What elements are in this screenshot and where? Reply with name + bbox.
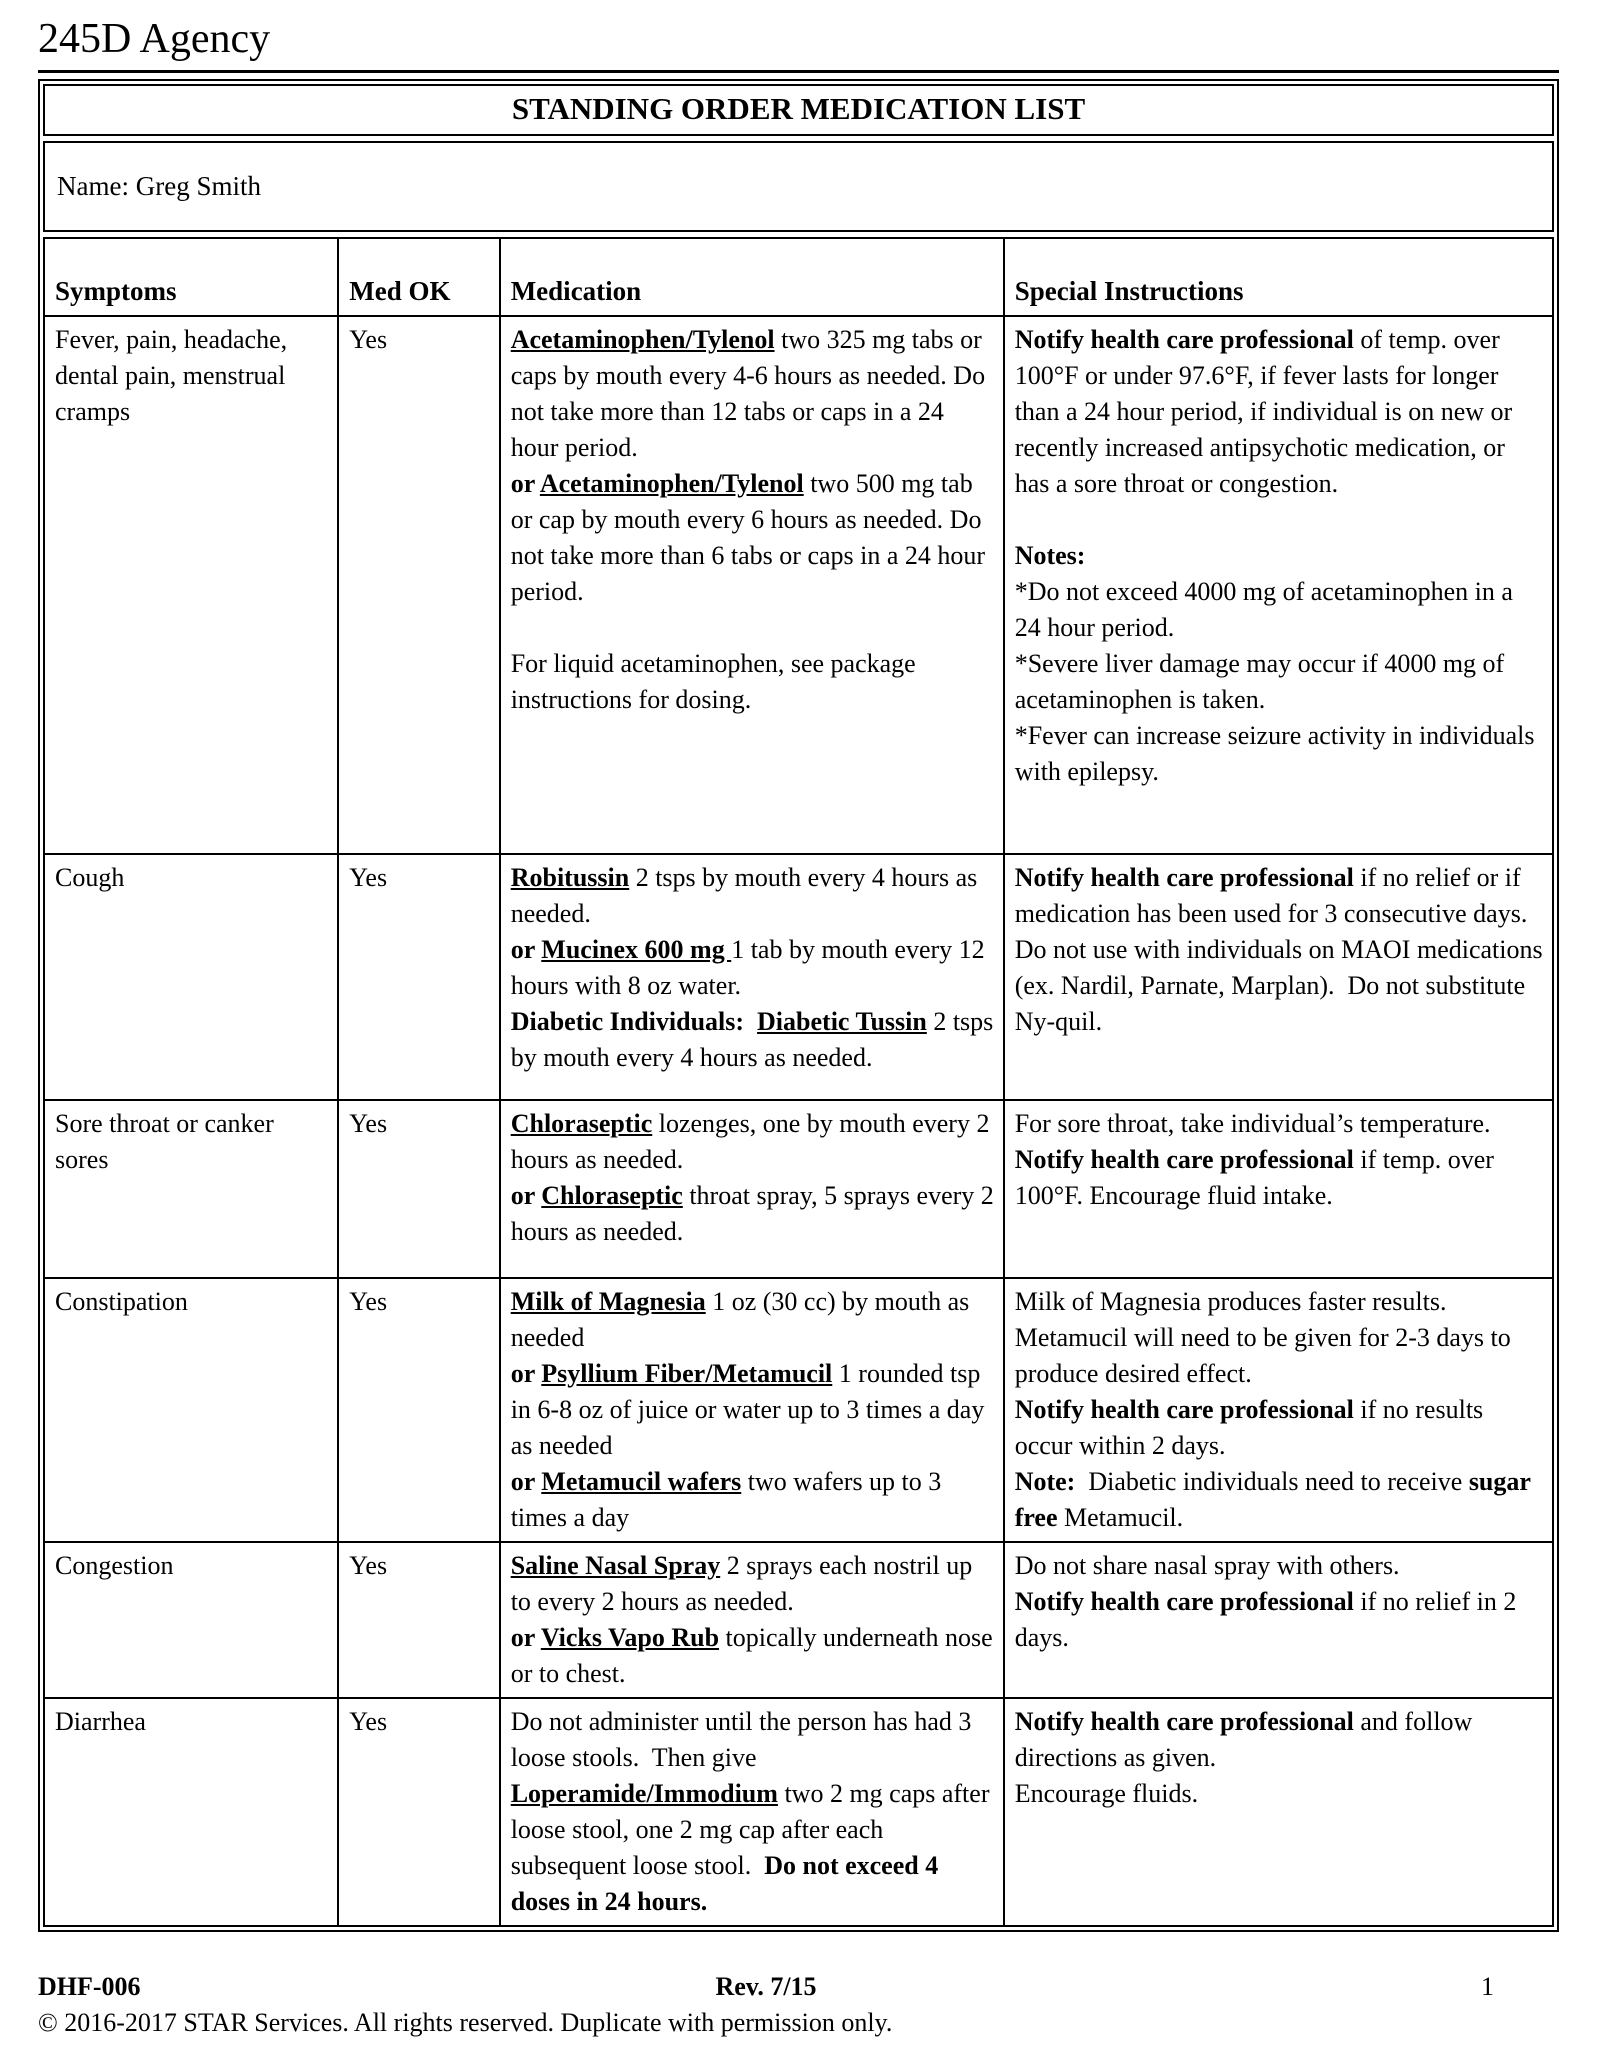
medication-cell: Saline Nasal Spray 2 sprays each nostril up to every 2 hours as needed. or Vicks Vapo Rub topically underneath nose or to chest. (500, 1542, 1004, 1698)
special-instructions-cell: Notify health care professional of temp. over 100°F or under 97.6°F, if fever lasts for longer than a 24 hour period, if individual is on new or recently increased antipsychotic medication, or has a sore throat or congestion. Notes: *Do not exceed 4000 mg of acetaminophen in a 24 hour period. *Severe liver damage may occur if 4000 mg of acetaminophen is taken. *Fever can increase seizure activity in individuals with epilepsy. (1004, 316, 1553, 854)
symptoms-cell: Sore throat or canker sores (44, 1100, 338, 1278)
document-title: STANDING ORDER MEDICATION LIST (43, 84, 1554, 136)
revision-label: Rev. 7/15 (715, 1972, 817, 2001)
special-instructions-cell: Milk of Magnesia produces faster results. Metamucil will need to be given for 2-3 days to produce desired effect. Notify health care professional if no results occur within 2 days. Note: Diabetic individuals need to receive sugar free Metamucil. (1004, 1278, 1553, 1542)
medication-cell: Do not administer until the person has had 3 loose stools. Then give Loperamide/Immodium two 2 mg caps after loose stool, one 2 mg cap after each subsequent loose stool. Do not exceed 4 doses in 24 hours. (500, 1698, 1004, 1926)
medication-table (43, 237, 1554, 1927)
symptoms-cell: Congestion (44, 1542, 338, 1698)
table-row-diarrhea (44, 1698, 1553, 1926)
med-ok-cell: Yes (338, 854, 499, 1100)
form-id: DHF-006 (38, 1972, 141, 2001)
table-row-constipation (44, 1278, 1553, 1542)
special-instructions-cell: For sore throat, take individual’s temperature. Notify health care professional if temp. over 100°F. Encourage fluid intake. (1004, 1100, 1553, 1278)
page-footer (38, 1972, 1559, 2038)
patient-name-line: Name: Greg Smith (43, 141, 1554, 232)
table-row-cough (44, 854, 1553, 1100)
medication-cell: Milk of Magnesia 1 oz (30 cc) by mouth as needed or Psyllium Fiber/Metamucil 1 rounded tsp in 6-8 oz of juice or water up to 3 times a day as needed or Metamucil wafers two wafers up to 3 times a day (500, 1278, 1004, 1542)
med-ok-cell: Yes (338, 1542, 499, 1698)
page-number: 1 (1480, 1972, 1494, 2001)
table-header-row (44, 238, 1553, 316)
special-instructions-cell: Do not share nasal spray with others. Notify health care professional if no relief in 2 days. (1004, 1542, 1553, 1698)
special-instructions-cell: Notify health care professional if no relief or if medication has been used for 3 consecutive days. Do not use with individuals on MAOI medications (ex. Nardil, Parnate, Marplan). Do not substitute Ny-quil. (1004, 854, 1553, 1100)
special-instructions-cell: Notify health care professional and follow directions as given. Encourage fluids. (1004, 1698, 1553, 1926)
med-ok-cell: Yes (338, 1698, 499, 1926)
symptoms-cell: Fever, pain, headache, dental pain, menstrual cramps (44, 316, 338, 854)
table-row-congestion (44, 1542, 1553, 1698)
medication-cell: Robitussin 2 tsps by mouth every 4 hours as needed. or Mucinex 600 mg 1 tab by mouth every 12 hours with 8 oz water. Diabetic Individuals: Diabetic Tussin 2 tsps by mouth every 4 hours as needed. (500, 854, 1004, 1100)
med-ok-cell: Yes (338, 316, 499, 854)
symptoms-cell: Cough (44, 854, 338, 1100)
document-frame (38, 79, 1559, 1932)
med-ok-cell: Yes (338, 1278, 499, 1542)
column-header-special-instructions: Special Instructions (1004, 238, 1553, 316)
column-header-med-ok: Med OK (338, 238, 499, 316)
symptoms-cell: Constipation (44, 1278, 338, 1542)
agency-title: 245D Agency (38, 14, 1559, 73)
column-header-medication: Medication (500, 238, 1004, 316)
med-ok-cell: Yes (338, 1100, 499, 1278)
symptoms-cell: Diarrhea (44, 1698, 338, 1926)
table-row-fever (44, 316, 1553, 854)
medication-cell: Acetaminophen/Tylenol two 325 mg tabs or caps by mouth every 4-6 hours as needed. Do not take more than 12 tabs or caps in a 24 hour period. or Acetaminophen/Tylenol two 500 mg tab or cap by mouth every 6 hours as needed. Do not take more than 6 tabs or caps in a 24 hour period. For liquid acetaminophen, see package instructions for dosing. (500, 316, 1004, 854)
medication-cell: Chloraseptic lozenges, one by mouth every 2 hours as needed. or Chloraseptic throat spray, 5 sprays every 2 hours as needed. (500, 1100, 1004, 1278)
copyright-line: © 2016-2017 STAR Services. All rights reserved. Duplicate with permission only. (38, 2008, 893, 2037)
table-row-sore-throat (44, 1100, 1553, 1278)
column-header-symptoms: Symptoms (44, 238, 338, 316)
